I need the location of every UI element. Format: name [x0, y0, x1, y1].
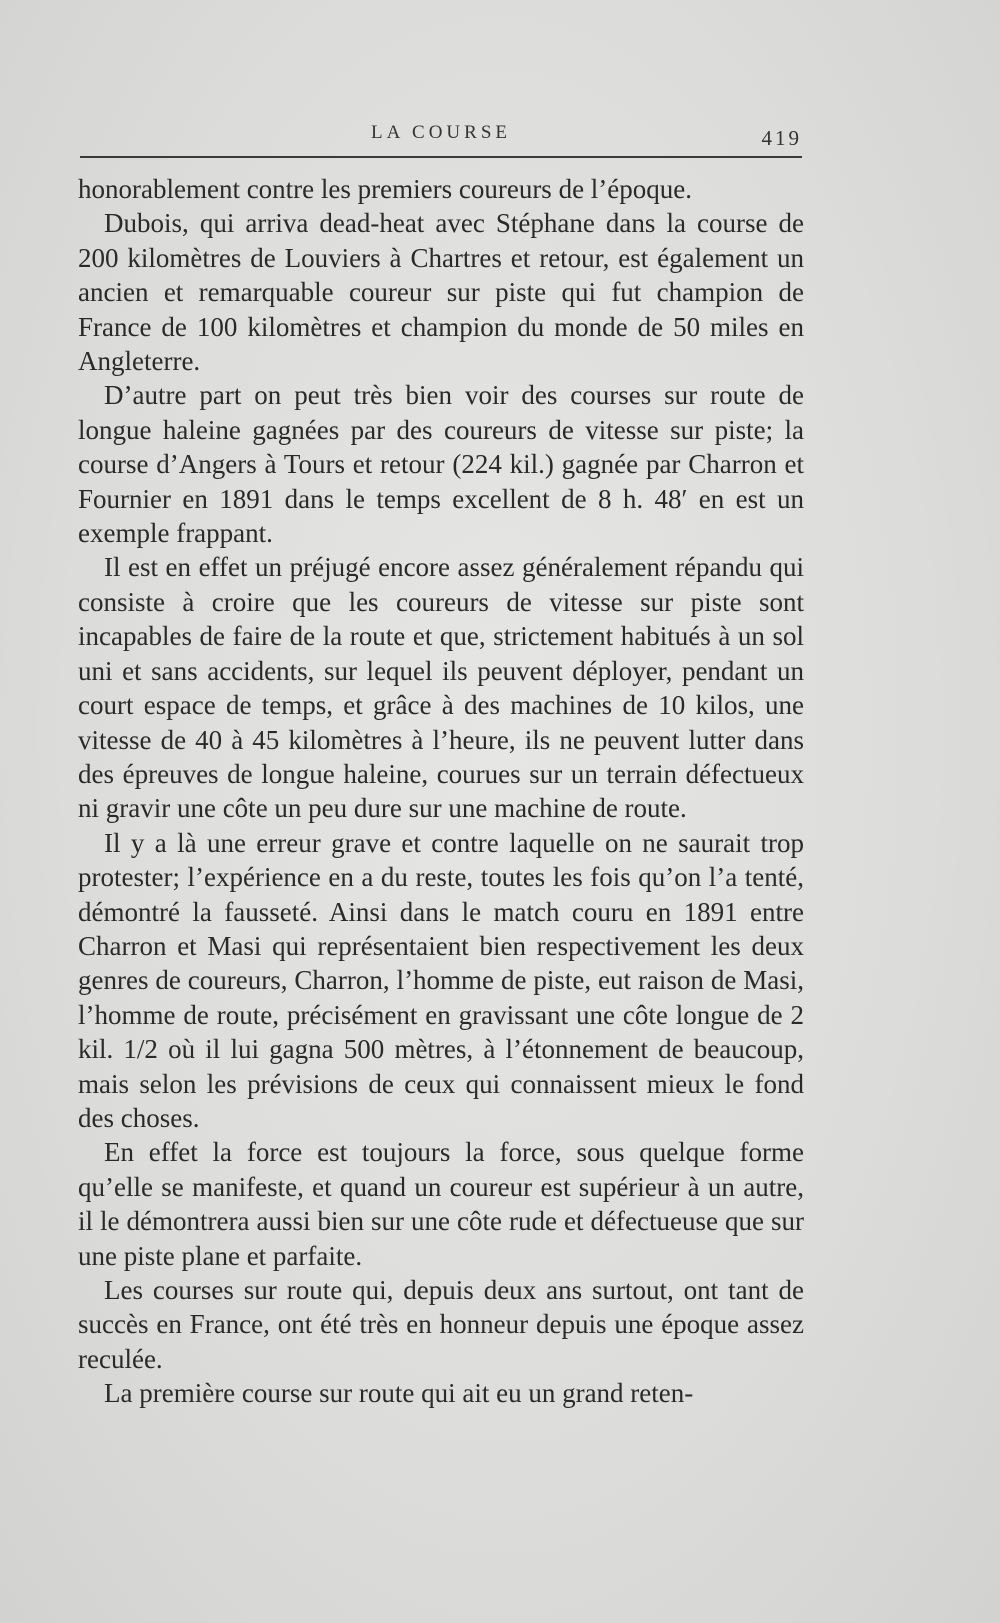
paragraph-erreur-grave: Il y a là une erreur grave et contre laquelle on ne saurait trop protester; l’expérience en a du reste, toutes les fois qu’on l’a tenté, démontré la fausseté. Ainsi dans le match couru en 1891 entre Charron et Masi qui représentaient bien respectivement les deux genres de coureurs, Charron, l’homme de piste, eut raison de Masi, l’homme de route, précisément en gravissant une côte longue de 2 kil. 1/2 où il lui gagna 500 mètres, à l’étonnement de beaucoup, mais selon les prévisions de ceux qui connaissent mieux le fond des choses.: [78, 827, 804, 1133]
paragraph-courses-route: Les courses sur route qui, depuis deux ans surtout, ont tant de succès en France, ont été très en honneur depuis une époque assez reculée.: [78, 1275, 804, 1374]
header-rule: [80, 156, 802, 158]
running-head: [80, 118, 802, 154]
paragraph-prejuge: Il est en effet un préjugé encore assez généralement répandu qui consiste à croire que les coureurs de vitesse sur piste sont incapables de faire de la route et que, strictement habitués à un sol uni et sans accidents, sur lequel ils peuvent déployer, pendant un court espace de temps, et grâce à des machines de 10 kilos, une vitesse de 40 à 45 kilomètres à l’heure, ils ne peuvent lutter dans des épreuves de longue haleine, courues sur un terrain défectueux ni gravir une côte un peu dure sur une machine de route.: [78, 552, 804, 824]
paragraph-angers-tours: D’autre part on peut très bien voir des courses sur route de longue haleine gagnées par des coureurs de vitesse sur piste; la course d’Angers à Tours et retour (224 kil.) gagnée par Charron et Fournier en 1891 dans le temps excellent de 8 h. 48′ en est un exemple frappant.: [78, 380, 804, 549]
paragraph-continuation: honorablement contre les premiers coureurs de l’époque.: [78, 174, 693, 204]
page-number: 419: [761, 126, 802, 150]
body-text: [78, 172, 804, 1411]
paragraph-dubois: Dubois, qui arriva dead-heat avec Stéphane dans la course de 200 kilomètres de Louviers à Chartres et retour, est également un ancien et remarquable coureur sur piste qui fut champion de France de 100 kilomètres et champion du monde de 50 miles en Angleterre.: [78, 208, 804, 377]
running-title: LA COURSE: [371, 122, 511, 143]
paragraph-force: En effet la force est toujours la force, sous quelque forme qu’elle se manifeste, et quand un coureur est supérieur à un autre, il le démontrera aussi bien sur une côte rude et défectueuse que sur une piste plane et parfaite.: [78, 1137, 804, 1271]
paragraph-premiere-course: La première course sur route qui ait eu un grand reten-: [104, 1378, 694, 1409]
